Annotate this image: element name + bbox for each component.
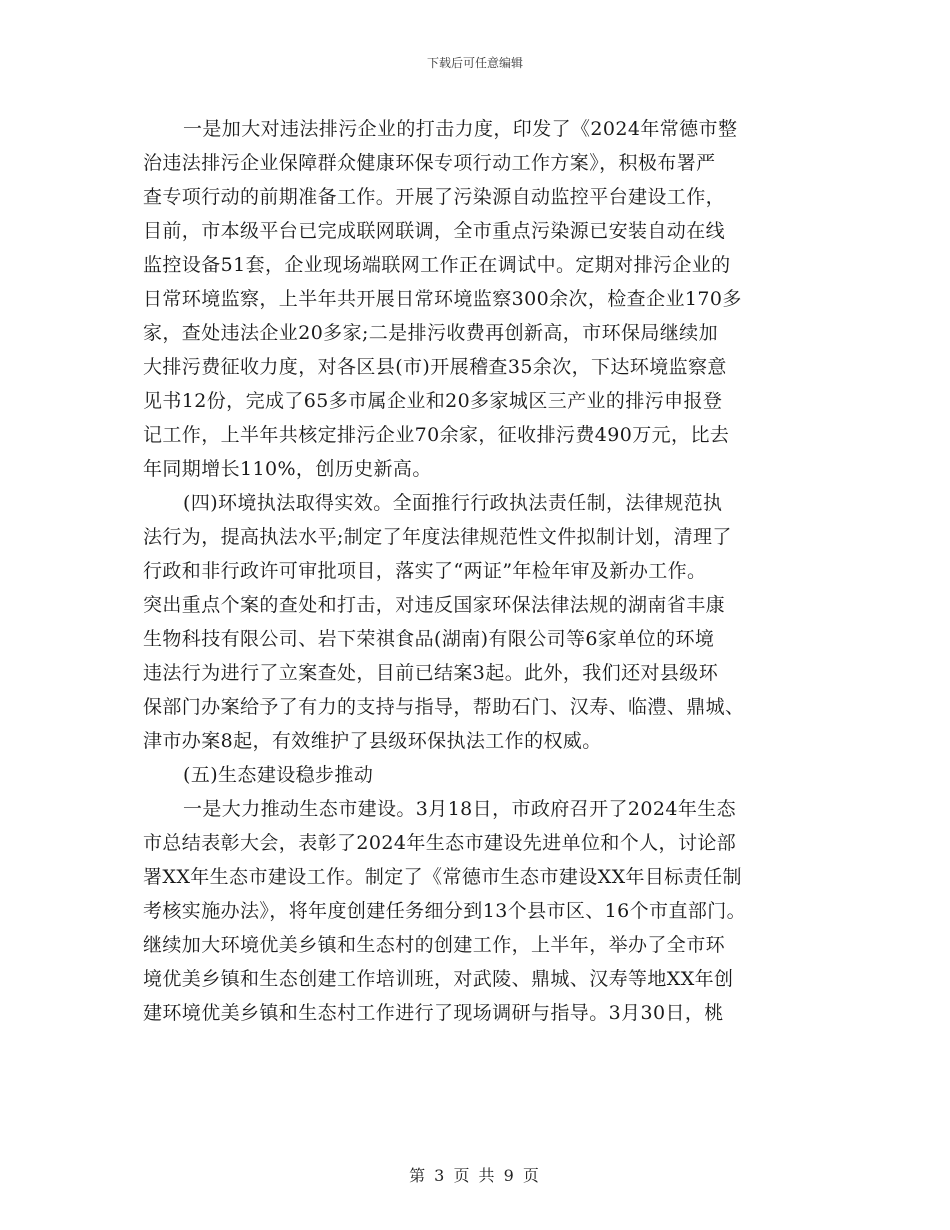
text-line: 目前，市本级平台已完成联网联调，全市重点污染源已安装自动在线 xyxy=(143,220,726,242)
text-line: 突出重点个案的查处和打击，对违反国家环保法律法规的湖南省丰康 xyxy=(143,594,726,616)
text-line: 保部门办案给予了有力的支持与指导，帮助石门、汉寿、临澧、鼎城、 xyxy=(143,696,745,718)
text-line: 行政和非行政许可审批项目，落实了“两证”年检年审及新办工作。 xyxy=(143,560,707,582)
text-line: 法行为，提高执法水平;制定了年度法律规范性文件拟制计划，清理了 xyxy=(143,526,732,548)
text-line: 署XX年生态市建设工作。制定了《常德市生态市建设XX年目标责任制 xyxy=(143,866,742,888)
text-line: 监控设备51套，企业现场端联网工作正在调试中。定期对排污企业的 xyxy=(143,254,731,276)
text-line: 津市办案8起，有效维护了县级环保执法工作的权威。 xyxy=(143,730,602,752)
text-line: 一是大力推动生态市建设。3月18日，市政府召开了2024年生态 xyxy=(183,798,737,820)
text-line: 市总结表彰大会，表彰了2024年生态市建设先进单位和个人，讨论部 xyxy=(143,832,737,854)
text-line: 查专项行动的前期准备工作。开展了污染源自动监控平台建设工作， xyxy=(143,186,726,208)
text-line: 家，查处违法企业20多家;二是排污收费再创新高，市环保局继续加 xyxy=(143,322,718,344)
text-line: 继续加大环境优美乡镇和生态村的创建工作，上半年，举办了全市环 xyxy=(143,934,726,956)
page-number: 第 3 页 共 9 页 xyxy=(409,1166,541,1185)
text-line: 年同期增长110%，创历史新高。 xyxy=(143,458,432,480)
text-line: (五)生态建设稳步推动 xyxy=(183,764,374,786)
page-header: 下载后可任意编辑 xyxy=(426,56,523,70)
text-line: 考核实施办法》，将年度创建任务细分到13个县市区、16个市直部门。 xyxy=(143,900,747,922)
text-line: 违法行为进行了立案查处，目前已结案3起。此外，我们还对县级环 xyxy=(143,662,719,684)
text-line: 建环境优美乡镇和生态村工作进行了现场调研与指导。3月30日，桃 xyxy=(143,1002,724,1024)
text-line: 日常环境监察，上半年共开展日常环境监察300余次，检查企业170多 xyxy=(143,288,742,310)
text-line: 境优美乡镇和生态创建工作培训班，对武陵、鼎城、汉寿等地XX年创 xyxy=(143,968,734,990)
document-body xyxy=(143,112,823,1030)
text-line: 治违法排污企业保障群众健康环保专项行动工作方案》，积极布署严 xyxy=(143,152,716,174)
text-line: 见书12份，完成了65多市属企业和20多家城区三产业的排污申报登 xyxy=(143,390,723,412)
text-line: 生物科技有限公司、岩下荣祺食品(湖南)有限公司等6家单位的环境 xyxy=(143,628,715,650)
text-line: 大排污费征收力度，对各区县(市)开展稽查35余次，下达环境监察意 xyxy=(143,356,727,378)
text-line: 记工作，上半年共核定排污企业70余家，征收排污费490万元，比去 xyxy=(143,424,730,446)
text-line: 一是加大对违法排污企业的打击力度，印发了《2024年常德市整 xyxy=(183,118,738,140)
text-line: (四)环境执法取得实效。全面推行行政执法责任制，法律规范执 xyxy=(183,492,723,514)
